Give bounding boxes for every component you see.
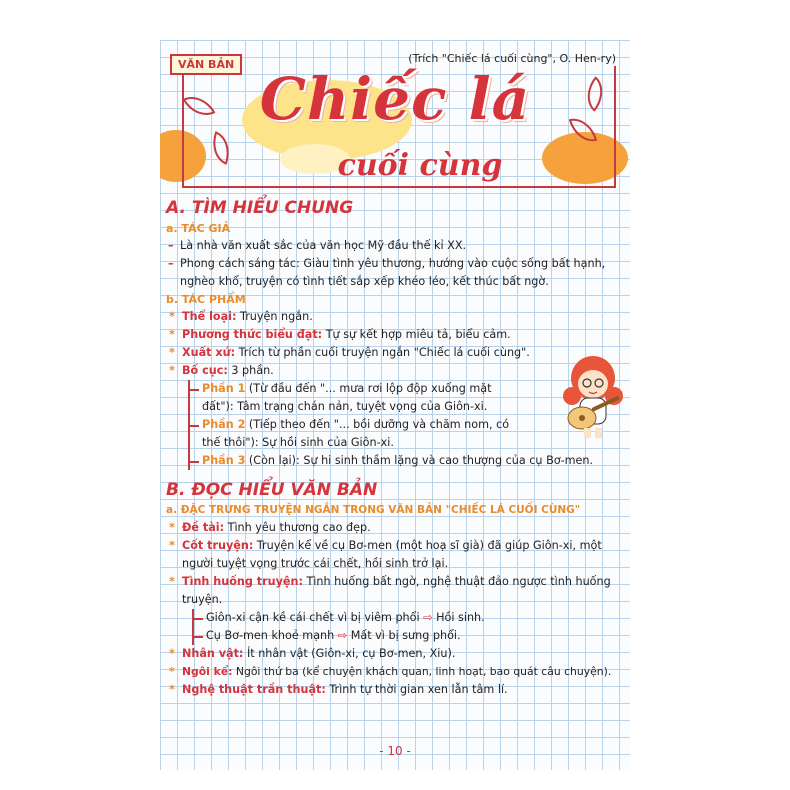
star-icon: * bbox=[169, 683, 175, 696]
work-item: * Xuất xứ: Trích từ phần cuối truyện ngắn "Chiếc lá cuối cùng". bbox=[166, 344, 572, 362]
page-number: - 10 - bbox=[379, 744, 411, 758]
author-line: – Phong cách sáng tác: Giàu tình yêu thương, hướng vào cuộc sống bất hạnh, nghèo khổ, truyện có tình tiết sắp xếp khéo léo, kết thúc bất ngờ. bbox=[166, 255, 624, 291]
star-icon: * bbox=[169, 346, 175, 359]
feature-item: * Cốt truyện: Truyện kể về cụ Bơ-men (một hoạ sĩ già) đã giúp Giôn-xi, một người tuyệt vọng trước cái chết, hồi sinh trở lại. bbox=[169, 539, 602, 570]
section-a-title: A. TÌM HIỂU CHUNG bbox=[166, 198, 354, 218]
work-item: * Bố cục: 3 phần. bbox=[166, 362, 624, 380]
arrow-right-icon: ⇨ bbox=[337, 629, 348, 642]
girl-guitar-illustration bbox=[558, 352, 628, 442]
author-title: a. TÁC GIẢ bbox=[166, 222, 231, 235]
situation-bracket bbox=[192, 609, 626, 645]
part-row: Phần 1 (Từ đầu đến "... mưa rơi lộp độp xuống mặt đất"): Tâm trạng chán nản, tuyệt vọng của Giôn-xi. bbox=[202, 380, 522, 416]
feature-item: * Nhân vật: Ít nhân vật (Giôn-xi, cụ Bơ-men, Xiu). bbox=[166, 645, 624, 663]
feature-item: * Đề tài: Tình yêu thương cao đẹp. bbox=[166, 519, 624, 537]
work-item: * Thể loại: Truyện ngắn. bbox=[166, 308, 624, 326]
source-citation: (Trích "Chiếc lá cuối cùng", O. Hen-ry) bbox=[408, 52, 616, 65]
feature-item: * Tình huống truyện: Tình huống bất ngờ, nghệ thuật đảo ngược tình huống truyện. bbox=[169, 575, 611, 606]
star-icon: * bbox=[169, 647, 175, 660]
page-title: Chiếc lá bbox=[259, 65, 531, 133]
star-icon: * bbox=[169, 364, 175, 377]
star-icon: * bbox=[169, 521, 175, 534]
work-title: b. TÁC PHẨM bbox=[166, 293, 246, 306]
star-icon: * bbox=[169, 310, 175, 323]
arrow-right-icon: ⇨ bbox=[423, 611, 433, 624]
star-icon: * bbox=[169, 328, 175, 341]
star-icon: * bbox=[169, 575, 175, 588]
content bbox=[166, 196, 624, 699]
star-icon: * bbox=[169, 665, 175, 678]
work-item: * Phương thức biểu đạt: Tự sự kết hợp miêu tả, biểu cảm. bbox=[166, 326, 624, 344]
book-page bbox=[160, 40, 630, 770]
text-type-tag: VĂN BẢN bbox=[170, 54, 242, 75]
page-subtitle: cuối cùng bbox=[337, 148, 503, 183]
parts-bracket bbox=[188, 380, 594, 470]
situation-row: Cụ Bơ-men khoẻ mạnh ⇨ Mất vì bị sưng phổi. bbox=[206, 627, 626, 645]
feature-item: * Nghệ thuật trần thuật: Trình tự thời gian xen lẫn tâm lí. bbox=[166, 681, 624, 699]
star-icon: * bbox=[169, 539, 175, 552]
feature-item: * Ngôi kể: Ngôi thứ ba (kể chuyện khách quan, linh hoạt, bao quát câu chuyện). bbox=[166, 663, 624, 681]
part-row: Phần 2 (Tiếp theo đến "... bồi dưỡng và chăm nom, có thế thôi"): Sự hồi sinh của Giôn-xi. bbox=[202, 416, 522, 452]
author-line: – Là nhà văn xuất sắc của văn học Mỹ đầu thế kỉ XX. bbox=[166, 237, 624, 255]
section-b-title: B. ĐỌC HIỂU VĂN BẢN bbox=[166, 480, 378, 500]
part-row: Phần 3 (Còn lại): Sự hi sinh thầm lặng và cao thượng của cụ Bơ-men. bbox=[202, 452, 630, 470]
features-title: a. ĐẶC TRƯNG TRUYỆN NGẮN TRONG VĂN BẢN "CHIẾC LÁ CUỐI CÙNG" bbox=[166, 504, 581, 516]
situation-row: Giôn-xi cận kề cái chết vì bị viêm phổi ⇨ Hồi sinh. bbox=[206, 609, 626, 627]
